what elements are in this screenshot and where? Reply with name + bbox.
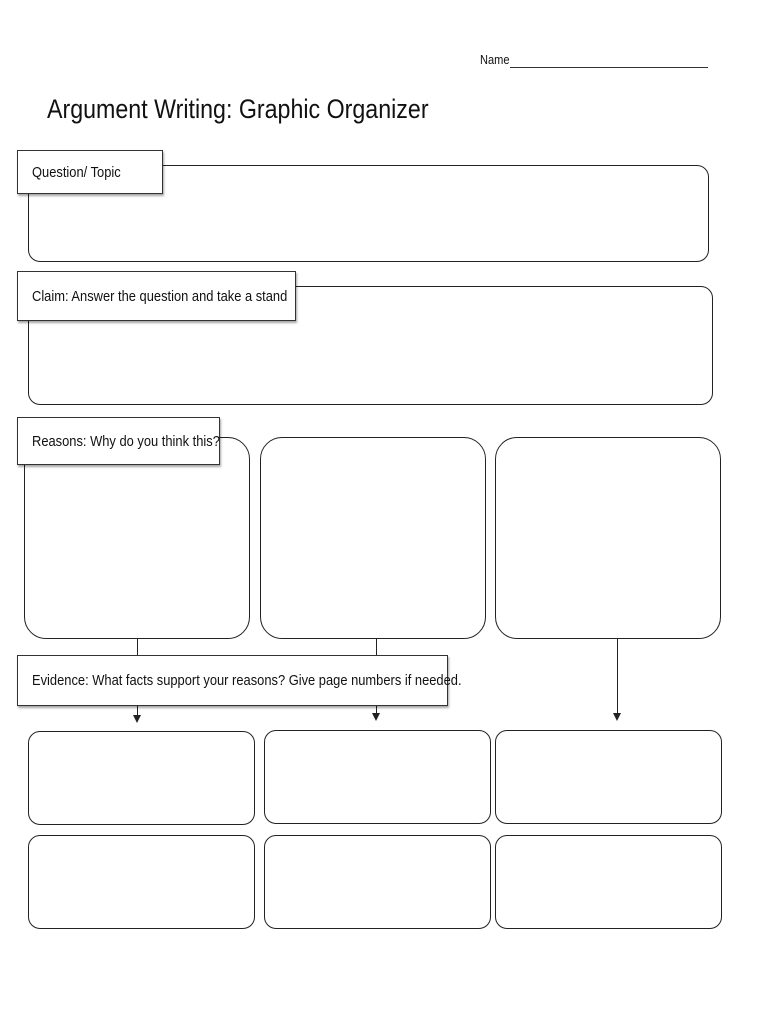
evidence-box-3b[interactable] xyxy=(495,835,722,929)
arrow-down-icon xyxy=(372,713,380,721)
arrow-down-icon xyxy=(613,713,621,721)
evidence-box-3a[interactable] xyxy=(495,730,722,824)
reason-box-1[interactable] xyxy=(24,437,250,639)
evidence-box-2b[interactable] xyxy=(264,835,491,929)
page-title: Argument Writing: Graphic Organizer xyxy=(47,94,429,124)
evidence-label-text: Evidence: What facts support your reasons? Give page numbers if needed. xyxy=(32,672,462,689)
evidence-box-1a[interactable] xyxy=(28,731,255,825)
name-label: Name xyxy=(480,52,510,67)
claim-label xyxy=(17,271,296,321)
question-topic-label-text: Question/ Topic xyxy=(32,163,121,181)
evidence-box-1b[interactable] xyxy=(28,835,255,929)
question-topic-label xyxy=(17,150,163,194)
reasons-label xyxy=(17,417,220,465)
evidence-box-2a[interactable] xyxy=(264,730,491,824)
evidence-label xyxy=(17,655,462,706)
name-field-line[interactable] xyxy=(510,67,708,68)
reasons-label-text: Reasons: Why do you think this? xyxy=(32,432,220,450)
reason-box-2[interactable] xyxy=(260,437,486,639)
connector-line-3 xyxy=(617,639,618,713)
claim-label-text: Claim: Answer the question and take a stand xyxy=(32,287,288,305)
reason-box-3[interactable] xyxy=(495,437,721,639)
arrow-down-icon xyxy=(133,715,141,723)
